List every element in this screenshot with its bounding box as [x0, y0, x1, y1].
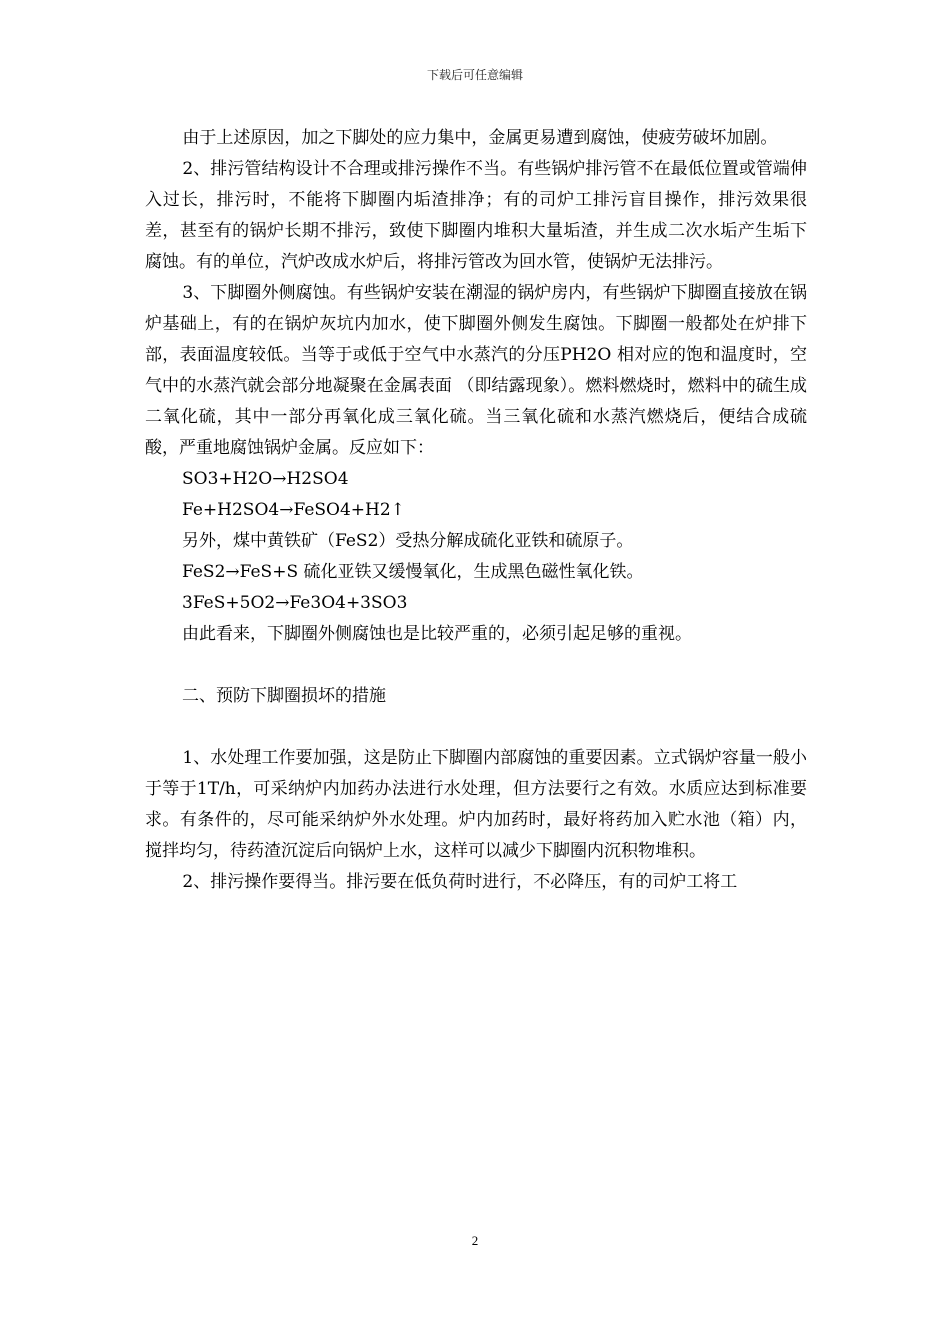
spacer	[145, 650, 807, 681]
paragraph-4: 另外，煤中黄铁矿（FeS2）受热分解成硫化亚铁和硫原子。	[182, 531, 634, 551]
spacer	[145, 712, 807, 743]
paragraph-5: FeS2→FeS+S 硫化亚铁又缓慢氧化，生成黑色磁性氧化铁。	[182, 562, 644, 582]
paragraph-8: 2、排污操作要得当。排污要在低负荷时进行，不必降压，有的司炉工将工	[182, 872, 738, 892]
page-header: 下载后可任意编辑	[426, 68, 523, 82]
equation-1: SO3+H2O→H2SO4	[182, 469, 349, 489]
equation-3: 3FeS+5O2→Fe3O4+3SO3	[182, 593, 408, 613]
paragraph-6: 由此看来，下脚圈外侧腐蚀也是比较严重的，必须引起足够的重视。	[182, 624, 692, 644]
document-body	[145, 123, 807, 898]
page-number: 2	[471, 1233, 479, 1248]
paragraph-2: 2、排污管结构设计不合理或排污操作不当。有些锅炉排污管不在最低位置或管端伸入过长，排污时，不能将下脚圈内垢渣排净；有的司炉工排污盲目操作，排污效果很差，甚至有的锅炉长期不排污，致使下脚圈内堆积大量垢渣，并生成二次水垢产生垢下腐蚀。有的单位，汽炉改成水炉后，将排污管改为回水管，使锅炉无法排污。	[145, 159, 807, 272]
section-heading: 二、预防下脚圈损坏的措施	[182, 686, 386, 706]
paragraph-3: 3、下脚圈外侧腐蚀。有些锅炉安装在潮湿的锅炉房内，有些锅炉下脚圈直接放在锅炉基础上，有的在锅炉灰坑内加水，使下脚圈外侧发生腐蚀。下脚圈一般都处在炉排下部，表面温度较低。当等于或低于空气中水蒸汽的分压PH2O 相对应的饱和温度时，空气中的水蒸汽就会部分地凝聚在金属表面 （即结露现象）。燃料燃烧时，燃料中的硫生成二氧化硫，其中一部分再氧化成三氧化硫。当三氧化硫和水蒸汽燃烧后，便结合成硫酸，严重地腐蚀锅炉金属。反应如下：	[145, 283, 807, 458]
paragraph-1: 由于上述原因，加之下脚处的应力集中，金属更易遭到腐蚀，使疲劳破坏加剧。	[182, 128, 778, 148]
paragraph-7: 1、水处理工作要加强，这是防止下脚圈内部腐蚀的重要因素。立式锅炉容量一般小于等于1T/h，可采纳炉内加药办法进行水处理，但方法要行之有效。水质应达到标准要求。有条件的，尽可能采纳炉外水处理。炉内加药时，最好将药加入贮水池（箱）内，搅拌均匀，待药渣沉淀后向锅炉上水，这样可以减少下脚圈内沉积物堆积。	[145, 748, 807, 861]
equation-2: Fe+H2SO4→FeSO4+H2↑	[182, 500, 405, 520]
